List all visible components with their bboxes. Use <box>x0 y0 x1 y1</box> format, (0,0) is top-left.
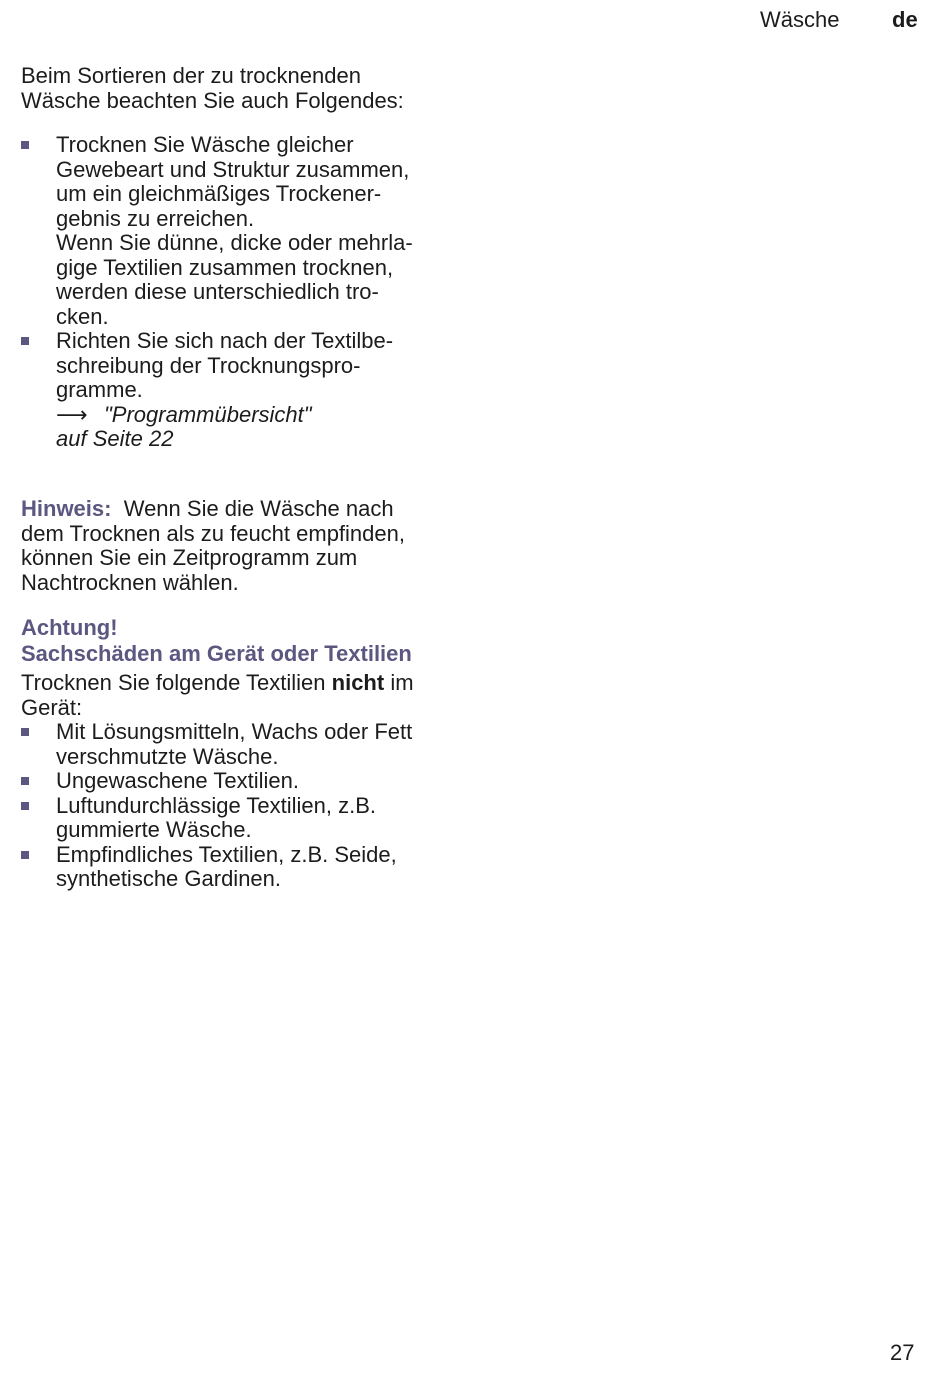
cross-reference-title: "Programmübersicht" <box>104 401 312 427</box>
warning-subtitle: Sachschäden am Gerät oder Textilien <box>21 641 412 666</box>
intro-line: Beim Sortieren der zu trocknenden <box>21 63 361 88</box>
list-item-line: gige Textilien zusammen trocknen, <box>56 254 394 280</box>
list-item-line: Trocknen Sie Wäsche gleicher <box>56 132 354 157</box>
warning-intro-text: im <box>384 670 414 695</box>
page-number: 27 <box>890 1340 915 1365</box>
list-item-line: Luftundurchlässige Textilien, z.B. <box>56 792 376 818</box>
warning-intro-emphasis: nicht <box>331 670 385 695</box>
warning-intro-text: Trocknen Sie folgende Textilien <box>21 670 332 695</box>
list-item-line: verschmutzte Wäsche. <box>56 743 279 769</box>
list-item <box>21 720 461 769</box>
list-item-line: synthetische Gardinen. <box>56 866 282 891</box>
note-paragraph <box>21 497 461 595</box>
list-item <box>21 794 461 843</box>
note-label: Hinweis: <box>21 496 112 521</box>
list-item-line: gummierte Wäsche. <box>56 817 252 842</box>
square-bullet-icon <box>21 141 29 149</box>
intro-line: Wäsche beachten Sie auch Folgendes: <box>21 87 404 113</box>
note-line: Wenn Sie die Wäsche nach <box>123 496 394 521</box>
header-language-code: de <box>892 7 918 32</box>
list-item-line: Ungewaschene Textilien. <box>56 768 299 793</box>
list-item-line: gramme. <box>56 377 143 402</box>
list-item-line: Mit Lösungsmitteln, Wachs oder Fett <box>56 719 413 744</box>
list-item <box>21 329 461 452</box>
list-item-line: cken. <box>56 303 109 329</box>
note-line: Nachtrocknen wählen. <box>21 569 239 595</box>
square-bullet-icon <box>21 851 29 859</box>
list-item-line: Wenn Sie dünne, dicke oder mehrla- <box>56 230 413 255</box>
list-item <box>21 133 461 329</box>
list-item <box>21 843 461 892</box>
list-item-line: um ein gleichmäßiges Trockener- <box>56 181 382 206</box>
cross-reference-link[interactable] <box>56 403 461 428</box>
list-item-line: gebnis zu erreichen. <box>56 205 255 231</box>
note-line: können Sie ein Zeitprogramm zum <box>21 545 358 570</box>
square-bullet-icon <box>21 777 29 785</box>
arrow-right-icon: ⟶ <box>56 401 88 427</box>
intro-paragraph <box>21 64 461 113</box>
list-item-line: werden diese unterschiedlich tro- <box>56 279 379 304</box>
header-section-title: Wäsche <box>760 7 840 32</box>
list-item-line: Richten Sie sich nach der Textilbe- <box>56 328 394 353</box>
warning-title: Achtung! <box>21 615 118 640</box>
list-item-line: schreibung der Trocknungspro- <box>56 352 361 378</box>
square-bullet-icon <box>21 728 29 736</box>
warning-intro-line: Gerät: <box>21 694 83 720</box>
square-bullet-icon <box>21 337 29 345</box>
list-item-line: Gewebeart und Struktur zusammen, <box>56 156 410 182</box>
sort-list <box>21 133 461 452</box>
list-item-line: Empfindliches Textilien, z.B. Seide, <box>56 841 397 867</box>
square-bullet-icon <box>21 802 29 810</box>
note-line: dem Trocknen als zu feucht empfinden, <box>21 520 405 546</box>
cross-reference-page[interactable]: auf Seite 22 <box>56 426 174 451</box>
list-item <box>21 769 461 794</box>
warning-list <box>21 720 461 892</box>
warning-block <box>21 615 461 892</box>
